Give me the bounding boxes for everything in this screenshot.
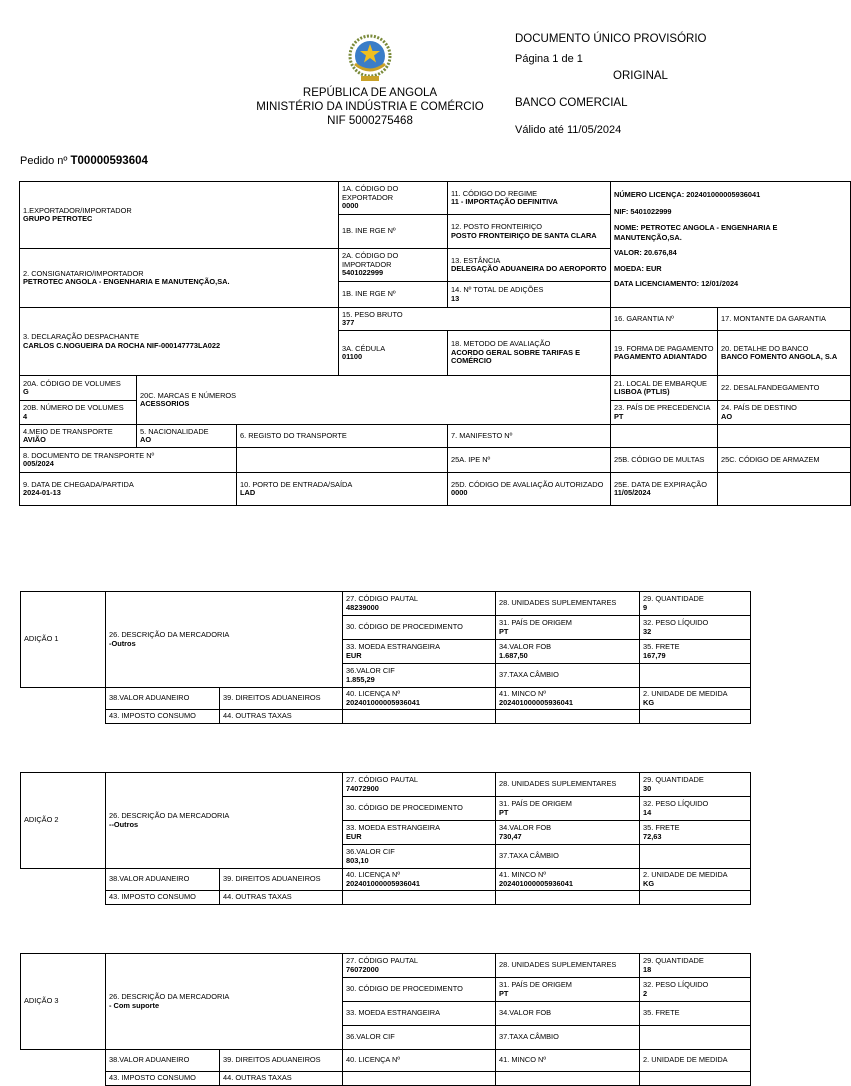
- transport-registry: 6. REGISTO DO TRANSPORTE: [237, 425, 448, 448]
- ipe: 25A. IPE Nº: [448, 448, 611, 473]
- customs-duties: 39. DIREITOS ADUANEIROS: [220, 869, 343, 891]
- spacer: [21, 891, 106, 905]
- spacer: [21, 688, 106, 710]
- empty-3: [237, 448, 448, 473]
- unit-of-measure: 2. UNIDADE DE MEDIDA KG: [640, 688, 751, 710]
- quantity: 29. QUANTIDADE 9: [640, 592, 751, 616]
- quantity: 29. QUANTIDADE 18: [640, 954, 751, 978]
- empty-cell: [496, 710, 640, 724]
- tariff-code: 27. CÓDIGO PAUTAL 48239000: [343, 592, 496, 616]
- angola-emblem-icon: [344, 32, 396, 84]
- origin-country: 23. PAÍS DE PRECEDENCIA PT: [611, 401, 718, 425]
- expiry-date: 25E. DATA DE EXPIRAÇÃO 11/05/2024: [611, 473, 718, 506]
- empty-cell: [640, 1072, 751, 1086]
- banco-label: BANCO COMERCIAL: [515, 97, 628, 109]
- loading-place: 21. LOCAL DE EMBARQUE LISBOA (PTLIS): [611, 376, 718, 401]
- page-number: Página 1 de 1: [515, 53, 583, 65]
- spacer: [21, 1050, 106, 1072]
- unit-of-measure: 2. UNIDADE DE MEDIDA: [640, 1050, 751, 1072]
- license-number: 40. LICENÇA Nº: [343, 1050, 496, 1072]
- supplementary-units: 28. UNIDADES SUPLEMENTARES: [496, 773, 640, 797]
- gross-weight: 15. PESO BRUTO 377: [339, 308, 611, 331]
- destination-country: 24. PAÍS DE DESTINO AO: [718, 401, 851, 425]
- warehouse-code: 25C. CÓDIGO DE ARMAZEM: [718, 448, 851, 473]
- minco-number: 41. MINCO Nº 202401000005936041: [496, 688, 640, 710]
- declarant: 3. DECLARAÇÃO DESPACHANTE CARLOS C.NOGUEIRA DA ROCHA NIF-000147773LA022: [20, 308, 339, 376]
- other-taxes: 44. OUTRAS TAXAS: [220, 1072, 343, 1086]
- package-number: 20B. NÚMERO DE VOLUMES 4: [20, 401, 137, 425]
- order-value: T00000593604: [70, 155, 148, 167]
- validity-date: Válido até 11/05/2024: [515, 124, 622, 136]
- cedula: 3A. CÉDULA 01100: [339, 331, 448, 376]
- exchange-rate: 37.TAXA CÂMBIO: [496, 664, 640, 688]
- supplementary-units: 28. UNIDADES SUPLEMENTARES: [496, 954, 640, 978]
- goods-description: 26. DESCRIÇÃO DA MERCADORIA --Outros: [106, 773, 343, 869]
- procedure-code: 30. CÓDIGO DE PROCEDIMENTO: [343, 797, 496, 821]
- ine-rge-2: 1B. INE RGE Nº: [339, 282, 448, 308]
- empty-cell: [640, 891, 751, 905]
- addition-label: ADIÇÃO 2: [21, 773, 106, 869]
- license-info: NÚMERO LICENÇA: 202401000005936041 NIF: 5401022999 NOME: PETROTEC ANGOLA - ENGENHARIA E MANUTENÇÃO,SA. VALOR: 20.676,84 MOEDA: EUR DATA LICENCIAMENTO: 12/01/2024: [611, 182, 851, 308]
- addition-label: ADIÇÃO 3: [21, 954, 106, 1050]
- exporter-code: 1A. CÓDIGO DO EXPORTADOR 0000: [339, 182, 448, 215]
- guarantee-amount: 17. MONTANTE DA GARANTIA: [718, 308, 851, 331]
- nif-text: NIF 5000275468: [327, 115, 413, 127]
- customs-duties: 39. DIREITOS ADUANEIROS: [220, 688, 343, 710]
- net-weight: 32. PESO LÍQUIDO 32: [640, 616, 751, 640]
- consumption-tax: 43. IMPOSTO CONSUMO: [106, 891, 220, 905]
- empty-cell: [343, 1072, 496, 1086]
- spacer: [21, 710, 106, 724]
- other-taxes: 44. OUTRAS TAXAS: [220, 710, 343, 724]
- fine-code: 25B. CÓDIGO DE MULTAS: [611, 448, 718, 473]
- empty-cell: [343, 710, 496, 724]
- supplementary-units: 28. UNIDADES SUPLEMENTARES: [496, 592, 640, 616]
- guarantee-number: 16. GARANTIA Nº: [611, 308, 718, 331]
- fob-value: 34.VALOR FOB 1.687,50: [496, 640, 640, 664]
- empty-4: [718, 473, 851, 506]
- empty-cell: [496, 891, 640, 905]
- order-number: [20, 155, 148, 167]
- border-post: 12. POSTO FRONTEIRIÇO POSTO FRONTEIRIÇO DE SANTA CLARA: [448, 215, 611, 249]
- addition-table-3: [20, 953, 751, 1086]
- regime-code: 11. CÓDIGO DO REGIME 11 - IMPORTAÇÃO DEFINITIVA: [448, 182, 611, 215]
- cif-value: 36.VALOR CIF 1.855,29: [343, 664, 496, 688]
- empty-cell: [496, 1072, 640, 1086]
- net-weight: 32. PESO LÍQUIDO 2: [640, 978, 751, 1002]
- foreign-currency: 33. MOEDA ESTRANGEIRA: [343, 1002, 496, 1026]
- empty-2: [718, 425, 851, 448]
- doc-title: DOCUMENTO ÚNICO PROVISÓRIO: [515, 33, 707, 45]
- customs-station: 13. ESTÂNCIA DELEGAÇÃO ADUANEIRA DO AEROPORTO: [448, 249, 611, 282]
- main-form-table: [19, 181, 851, 506]
- other-taxes: 44. OUTRAS TAXAS: [220, 891, 343, 905]
- minco-number: 41. MINCO Nº 202401000005936041: [496, 869, 640, 891]
- quantity: 29. QUANTIDADE 30: [640, 773, 751, 797]
- ministerio-title: MINISTÉRIO DA INDÚSTRIA E COMÉRCIO: [256, 101, 484, 113]
- foreign-currency: 33. MOEDA ESTRANGEIRA EUR: [343, 821, 496, 845]
- marks-numbers: 20C. MARCAS E NÚMEROS ACESSORIOS: [137, 376, 611, 425]
- total-additions: 14. Nº TOTAL DE ADIÇÕES 13: [448, 282, 611, 308]
- net-weight: 32. PESO LÍQUIDO 14: [640, 797, 751, 821]
- customs-duties: 39. DIREITOS ADUANEIROS: [220, 1050, 343, 1072]
- exporter-importer-cell: 1.EXPORTADOR/IMPORTADOR GRUPO PETROTEC: [20, 182, 339, 249]
- spacer: [21, 1072, 106, 1086]
- importer-code: 2A. CÓDIGO DO IMPORTADOR 5401022999: [339, 249, 448, 282]
- consignee: 2. CONSIGNATARIO/IMPORTADOR PETROTEC ANGOLA - ENGENHARIA E MANUTENÇÃO,SA.: [20, 249, 339, 308]
- tariff-code: 27. CÓDIGO PAUTAL 76072000: [343, 954, 496, 978]
- empty-1: [611, 425, 718, 448]
- cif-value: 36.VALOR CIF: [343, 1026, 496, 1050]
- freight: 35. FRETE: [640, 1002, 751, 1026]
- license-number: 40. LICENÇA Nº 202401000005936041: [343, 688, 496, 710]
- goods-description: 26. DESCRIÇÃO DA MERCADORIA - Com suporte: [106, 954, 343, 1050]
- foreign-currency: 33. MOEDA ESTRANGEIRA EUR: [343, 640, 496, 664]
- consumption-tax: 43. IMPOSTO CONSUMO: [106, 1072, 220, 1086]
- republica-title: REPÚBLICA DE ANGOLA: [302, 87, 438, 99]
- transport-document: 8. DOCUMENTO DE TRANSPORTE Nº 005/2024: [20, 448, 237, 473]
- entry-port: 10. PORTO DE ENTRADA/SAÍDA LAD: [237, 473, 448, 506]
- empty-cell: [640, 710, 751, 724]
- minco-number: 41. MINCO Nº: [496, 1050, 640, 1072]
- original-label: ORIGINAL: [613, 70, 668, 82]
- package-code: 20A. CÓDIGO DE VOLUMES G: [20, 376, 137, 401]
- customs-value: 38.VALOR ADUANEIRO: [106, 869, 220, 891]
- addition-label: ADIÇÃO 1: [21, 592, 106, 688]
- empty-cell: [343, 891, 496, 905]
- freight: 35. FRETE 167,79: [640, 640, 751, 664]
- authorized-valuation: 25D. CÓDIGO DE AVALIAÇÃO AUTORIZADO 0000: [448, 473, 611, 506]
- ine-rge-1: 1B. INE RGE Nº: [339, 215, 448, 249]
- addition-table-2: [20, 772, 751, 905]
- bank-detail: 20. DETALHE DO BANCO BANCO FOMENTO ANGOLA, S.A: [718, 331, 851, 376]
- exchange-rate: 37.TAXA CÂMBIO: [496, 845, 640, 869]
- order-label: Pedido nº: [20, 155, 68, 167]
- valuation-method: 18. METODO DE AVALIAÇÃO ACORDO GERAL SOBRE TARIFAS E COMÉRCIO: [448, 331, 611, 376]
- freight: 35. FRETE 72,63: [640, 821, 751, 845]
- procedure-code: 30. CÓDIGO DE PROCEDIMENTO: [343, 616, 496, 640]
- tariff-code: 27. CÓDIGO PAUTAL 74072900: [343, 773, 496, 797]
- empty-cell: [640, 845, 751, 869]
- spacer: [21, 869, 106, 891]
- unit-of-measure: 2. UNIDADE DE MEDIDA KG: [640, 869, 751, 891]
- empty-cell: [640, 664, 751, 688]
- manifest: 7. MANIFESTO Nº: [448, 425, 611, 448]
- cif-value: 36.VALOR CIF 803,10: [343, 845, 496, 869]
- addition-table-1: [20, 591, 751, 724]
- fob-value: 34.VALOR FOB: [496, 1002, 640, 1026]
- empty-cell: [640, 1026, 751, 1050]
- consumption-tax: 43. IMPOSTO CONSUMO: [106, 710, 220, 724]
- customs-value: 38.VALOR ADUANEIRO: [106, 1050, 220, 1072]
- procedure-code: 30. CÓDIGO DE PROCEDIMENTO: [343, 978, 496, 1002]
- nationality: 5. NACIONALIDADE AO: [137, 425, 237, 448]
- transport-mode: 4.MEIO DE TRANSPORTE AVIÃO: [20, 425, 137, 448]
- exchange-rate: 37.TAXA CÂMBIO: [496, 1026, 640, 1050]
- clearance: 22. DESALFANDEGAMENTO: [718, 376, 851, 401]
- origin-country: 31. PAÍS DE ORIGEM PT: [496, 616, 640, 640]
- origin-country: 31. PAÍS DE ORIGEM PT: [496, 797, 640, 821]
- payment-form: 19. FORMA DE PAGAMENTO PAGAMENTO ADIANTADO: [611, 331, 718, 376]
- goods-description: 26. DESCRIÇÃO DA MERCADORIA -Outros: [106, 592, 343, 688]
- arrival-date: 9. DATA DE CHEGADA/PARTIDA 2024-01-13: [20, 473, 237, 506]
- customs-value: 38.VALOR ADUANEIRO: [106, 688, 220, 710]
- license-number: 40. LICENÇA Nº 202401000005936041: [343, 869, 496, 891]
- origin-country: 31. PAÍS DE ORIGEM PT: [496, 978, 640, 1002]
- fob-value: 34.VALOR FOB 730,47: [496, 821, 640, 845]
